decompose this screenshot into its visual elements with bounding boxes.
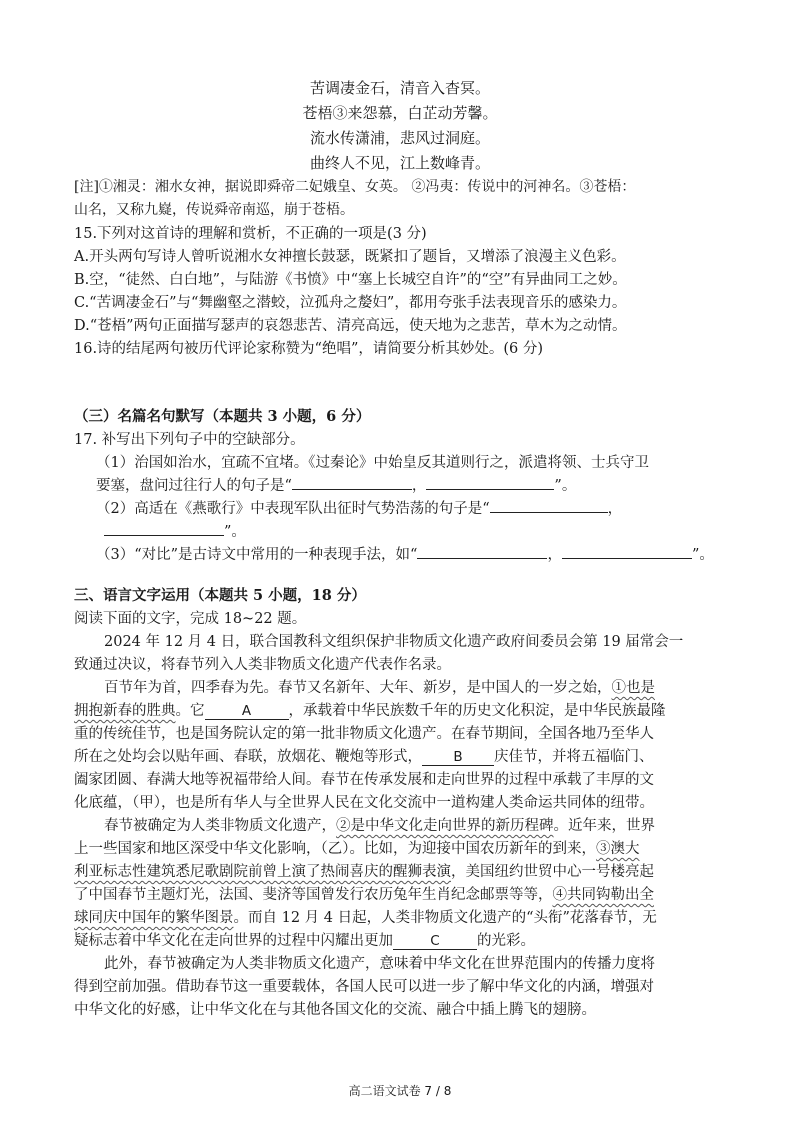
answer-blank[interactable] [104,521,224,536]
p3-line4 [74,883,654,904]
q17-item2-line2 [104,520,246,541]
blank-c[interactable]: C [393,933,477,950]
q17-item2-post1: ， [607,501,623,517]
poem-line-1: 苦调凄金石，清音入杳冥。 [309,79,490,97]
answer-blank[interactable] [562,544,692,559]
comma: ， [547,547,562,563]
q17-item3-post: ”。 [691,547,714,563]
p1-line2: 致通过决议，将春节列入人类非物质文化遗产代表作名录。 [74,657,451,673]
p3-line2-text: 上一些国家和地区深受中华文化影响，（乙）。比如，为迎接中国农历新年的到来， [74,841,596,857]
p3-line1-text-b: 。近年来，世界 [553,818,655,834]
sentence-mark-3-cont: 利亚标志性建筑悉尼歌剧院前曾上演了热闹喜庆的醒狮表演 [74,864,451,880]
poem-line-3: 流水传潇浦，悲风过洞庭。 [309,129,490,147]
p3-line1 [104,814,655,835]
q15-option-d: D.“苍梧”两句正面描写瑟声的哀怨悲苦、清亮高远，使天地为之悲苦，草木为之动情。 [74,318,627,334]
sentence-mark-1-cont: 拥抱新春的胜典 [74,703,176,719]
part3-heading: 三、语言文字运用（本题共 5 小题，18 分） [74,587,366,604]
q15-option-b: B.空，“徒然、白白地”，与陆游《书愤》中“塞上长城空自许”的“空”有异曲同工之妙。 [74,272,627,288]
q17-item2-post2: ”。 [224,524,246,540]
p3-line6-text: 疑标志着中华文化在走向世界的过程中闪耀出更加 [74,933,393,949]
poem-line-2: 苍梧③来怨慕，白芷动芳馨。 [302,104,498,122]
answer-blank[interactable] [490,498,608,513]
p2-line2-text-b: ，承载着中华民族数千年的历史文化积淀，是中华民族最隆 [288,703,666,719]
p3-line4-text: 了中国春节主题灯光，法国、斐济等国曾发行农历兔年生肖纪念邮票等等， [74,887,553,903]
q17-item2-pre: （2）高适在《燕歌行》中表现军队出征时气势浩荡的句子是“ [96,501,490,517]
sentence-mark-4: ④共同钩勒出全 [552,887,654,903]
blank-a[interactable]: A [205,703,289,720]
q17-item2-line1 [96,497,622,518]
blank-b[interactable]: B [422,749,494,766]
p3-line3 [74,860,654,881]
p3-line6 [74,929,535,950]
q17-stem: 17. 补写出下列句子中的空缺部分。 [74,432,305,448]
p2-line1-text: 百节年为首，四季春为先。春节又名新年、大年、新岁，是中国人的一岁之始， [104,680,612,696]
p3-line1-text-a: 春节被确定为人类非物质文化遗产， [104,818,336,834]
p4-line3: 中华文化的好感，让中华文化在与其他各国文化的交流、融合中插上腾飞的翅膀。 [74,1002,596,1018]
p3-line2 [74,837,640,858]
sentence-mark-1: ①也是 [611,680,655,696]
p4-line2: 得到空前加强。借助春节这一重要载体，各国人民可以进一步了解中华文化的内涵，增强对 [74,979,654,995]
note-line-1: [注]①湘灵：湘水女神，据说即舜帝二妃娥皇、女英。 ②冯夷：传说中的河神名。③苍梧： [74,179,636,195]
q15-stem: 15.下列对这首诗的理解和赏析，不正确的一项是(3 分) [74,226,427,242]
p2-line4 [74,745,654,766]
q17-item3 [96,543,714,564]
q17-item1-pre: 要塞，盘问过往行人的句子是“ [96,478,292,494]
note-line-2: 山名，又称九嶷，传说舜帝南巡，崩于苍梧。 [74,202,354,218]
p3-line6-post: 的光彩。 [477,933,535,949]
q17-item1-line2 [96,474,576,495]
answer-blank[interactable] [417,544,547,559]
section3-heading: （三）名篇名句默写（本题共 3 小题，6 分） [74,408,371,425]
p4-line1: 此外，春节被确定为人类非物质文化遗产，意味着中华文化在世界范围内的传播力度将 [104,956,655,972]
p2-line4-text: 所在之处均会以贴年画、春联，放烟花、鞭炮等形式， [74,749,422,765]
q15-option-a: A.开头两句写诗人曾听说湘水女神擅长鼓瑟，既紧扣了题旨，又增添了浪漫主义色彩。 [74,249,626,265]
page-footer: 高二语文试卷 7 / 8 [348,1084,452,1098]
p2-line6: 化底蕴，（甲），也是所有华人与全世界人民在文化交流中一道构建人类命运共同体的纽带。 [74,795,654,811]
p2-line5: 阖家团圆、春满大地等祝福带给人间。春节在传承发展和走向世界的过程中承载了丰厚的文 [74,772,654,788]
p2-line4-post: 庆佳节，并将五福临门、 [494,749,654,765]
p2-line2-text-a: 。它 [175,703,205,719]
q16-stem: 16.诗的结尾两句被历代评论家称赞为“绝唱”，请简要分析其妙处。(6 分) [74,341,544,357]
sentence-mark-4-cont: 球同庆中国年的繁华图景 [74,910,234,926]
p3-line5 [74,906,657,927]
part3-instruction: 阅读下面的文字，完成 18~22 题。 [74,611,307,627]
p2-line3: 重的传统佳节，也是国务院认定的第一批非物质文化遗产。在春节期间，全国各地乃至华人 [74,726,654,742]
poem-line-4: 曲终人不见，江上数峰青。 [309,154,490,172]
q17-item3-pre: （3）“对比”是古诗文中常用的一种表现手法，如“ [96,547,418,563]
sentence-mark-2: ②是中华文化走向世界的新历程碑 [336,818,554,834]
p3-line3-post: ，美国纽约世贸中心一号楼亮起 [451,864,654,880]
q17-item1-post: ”。 [554,478,577,494]
p2-line2 [74,699,666,720]
p3-line5-post: 。而自 12 月 4 日起，人类非物质文化遗产的“头衔”花落春节，无 [233,910,657,926]
p1-line1: 2024 年 12 月 4 日，联合国教科文组织保护非物质文化遗产政府间委员会第 19 届常会一 [104,634,684,650]
answer-blank[interactable] [426,475,554,490]
p2-line1 [104,676,655,697]
q15-option-c: C.“苦调凄金石”与“舞幽壑之潜蛟，泣孤舟之嫠妇”，都用夸张手法表现音乐的感染力。 [74,295,627,311]
sentence-mark-3: ③澳大 [596,841,640,857]
answer-blank[interactable] [292,475,412,490]
comma: ， [411,478,427,494]
q17-item1-line1: （1）治国如治水，宜疏不宜堵。《过秦论》中始皇反其道则行之，派遣将领、士兵守卫 [96,455,649,471]
